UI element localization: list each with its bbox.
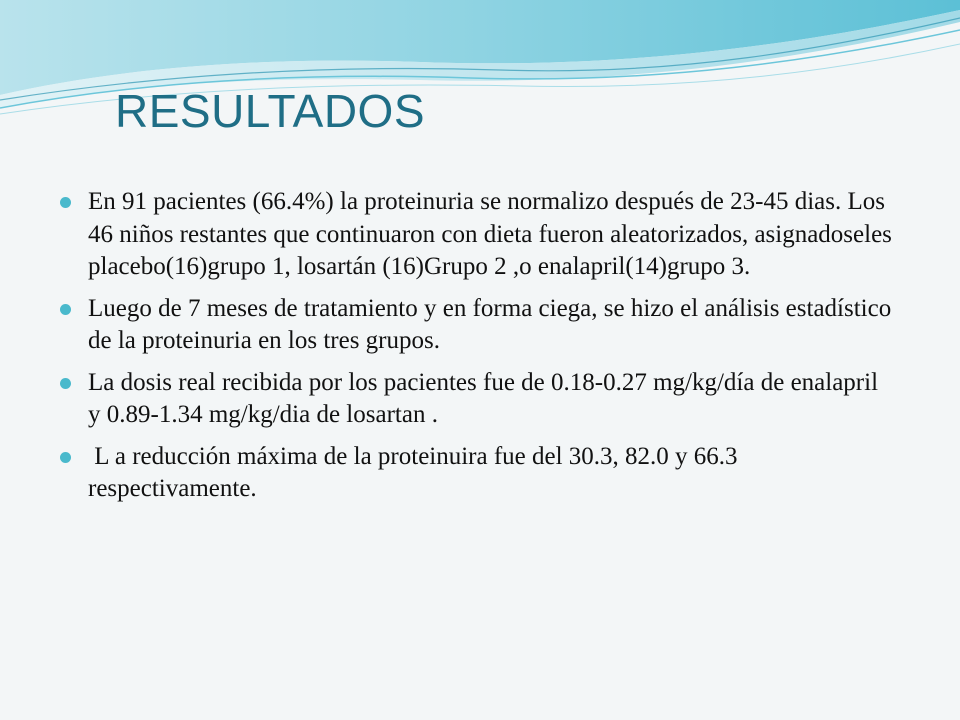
bullet-item	[60, 367, 900, 432]
bullet-text: En 91 pacientes (66.4%) la proteinuria se normalizo después de 23-45 dias. Los 46 niños restantes que continuaron con dieta fueron aleatorizados, asignadoseles placebo(16)grupo 1, losartán (16)Grupo 2 ,o enalapril(14)grupo 3.	[88, 188, 899, 280]
bullet-dot-icon	[60, 304, 71, 315]
bullet-dot-icon	[60, 197, 71, 208]
bullet-dot-icon	[60, 378, 71, 389]
bullet-text: Luego de 7 meses de tratamiento y en forma ciega, se hizo el análisis estadístico de la proteinuria en los tres grupos.	[88, 294, 898, 354]
bullet-text: L a reducción máxima de la proteinuira fue del 30.3, 82.0 y 66.3 respectivamente.	[88, 442, 744, 502]
bullet-text: La dosis real recibida por los pacientes fue de 0.18-0.27 mg/kg/día de enalapril y 0.89-1.34 mg/kg/dia de losartan .	[88, 368, 891, 428]
bullet-item	[60, 441, 900, 506]
bullet-item	[60, 293, 900, 358]
bullet-item	[60, 186, 900, 284]
slide-title: RESULTADOS	[115, 85, 426, 137]
bullet-list	[60, 186, 900, 515]
bullet-dot-icon	[60, 452, 71, 463]
